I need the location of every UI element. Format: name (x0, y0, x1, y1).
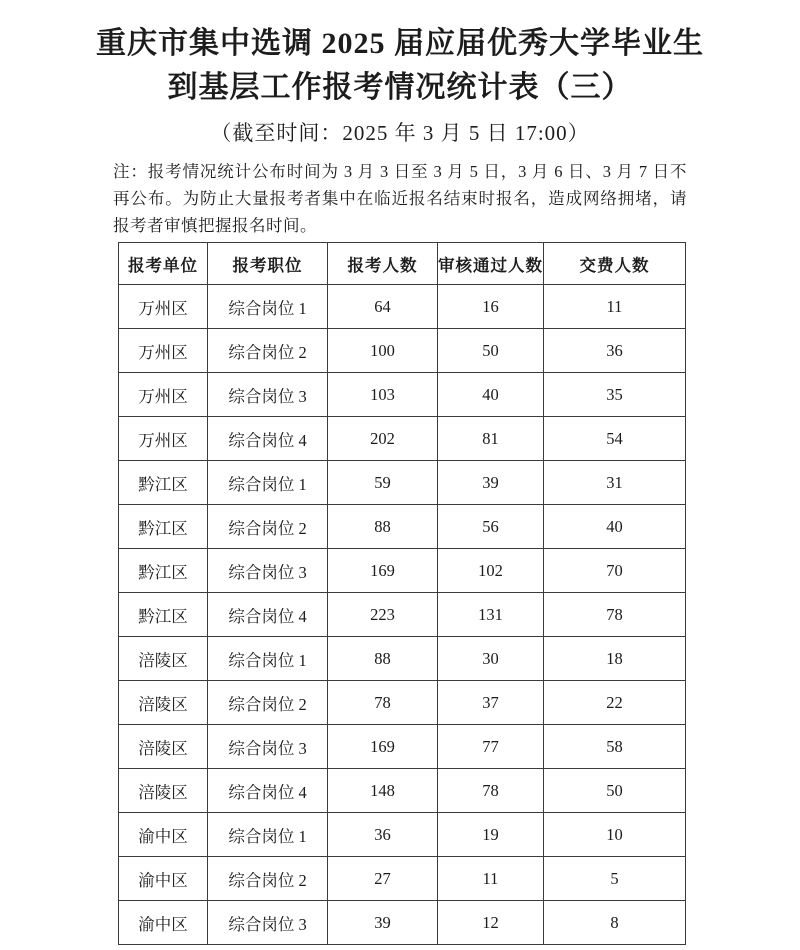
document-subtitle: （截至时间：2025 年 3 月 5 日 17:00） (210, 121, 590, 145)
header-cell-approved: 审核通过人数 (438, 243, 544, 285)
table-cell: 169 (328, 725, 438, 769)
table-cell: 36 (328, 813, 438, 857)
table-row (119, 593, 686, 637)
table-cell: 223 (328, 593, 438, 637)
table-cell: 涪陵区 (119, 725, 208, 769)
table-cell: 8 (544, 901, 686, 945)
table-row (119, 417, 686, 461)
table-cell: 81 (438, 417, 544, 461)
table-row (119, 285, 686, 329)
table-cell: 39 (438, 461, 544, 505)
table-cell: 综合岗位 3 (208, 373, 328, 417)
table-cell: 万州区 (119, 285, 208, 329)
table-cell: 100 (328, 329, 438, 373)
table-cell: 综合岗位 4 (208, 769, 328, 813)
table-cell: 综合岗位 2 (208, 681, 328, 725)
table-row (119, 813, 686, 857)
table-cell: 渝中区 (119, 813, 208, 857)
table-cell: 综合岗位 1 (208, 285, 328, 329)
table-cell: 22 (544, 681, 686, 725)
table-cell: 综合岗位 4 (208, 593, 328, 637)
table-cell: 万州区 (119, 417, 208, 461)
table-cell: 30 (438, 637, 544, 681)
document-title (0, 0, 800, 110)
table-cell: 50 (438, 329, 544, 373)
table-cell: 综合岗位 1 (208, 813, 328, 857)
stats-table (118, 242, 686, 945)
table-cell: 88 (328, 505, 438, 549)
table-cell: 59 (328, 461, 438, 505)
table-cell: 12 (438, 901, 544, 945)
table-cell: 56 (438, 505, 544, 549)
table-cell: 综合岗位 3 (208, 901, 328, 945)
note-text: 注：报考情况统计公布时间为 3 月 3 日至 3 月 5 日，3 月 6 日、3 月 7 日不再公布。为防止大量报考者集中在临近报名结束时报名，造成网络拥堵，请报考者审慎把握报名时间。 (113, 162, 687, 235)
table-cell: 11 (438, 857, 544, 901)
table-cell: 148 (328, 769, 438, 813)
header-cell-applicants: 报考人数 (328, 243, 438, 285)
table-row (119, 857, 686, 901)
table-cell: 综合岗位 2 (208, 505, 328, 549)
table-cell: 涪陵区 (119, 769, 208, 813)
table-row (119, 901, 686, 945)
table-cell: 渝中区 (119, 857, 208, 901)
table-cell: 18 (544, 637, 686, 681)
table-cell: 10 (544, 813, 686, 857)
table-cell: 40 (438, 373, 544, 417)
table-cell: 54 (544, 417, 686, 461)
table-cell: 78 (438, 769, 544, 813)
table-cell: 88 (328, 637, 438, 681)
table-header-row (119, 243, 686, 285)
table-cell: 103 (328, 373, 438, 417)
table-row (119, 461, 686, 505)
table-cell: 64 (328, 285, 438, 329)
table-cell: 31 (544, 461, 686, 505)
document-title-line2: 到基层工作报考情况统计表（三） (167, 71, 633, 104)
table-cell: 渝中区 (119, 901, 208, 945)
table-cell: 综合岗位 2 (208, 329, 328, 373)
table-cell: 102 (438, 549, 544, 593)
table-cell: 78 (544, 593, 686, 637)
table-cell: 19 (438, 813, 544, 857)
table-cell: 综合岗位 2 (208, 857, 328, 901)
table-cell: 37 (438, 681, 544, 725)
table-cell: 黔江区 (119, 549, 208, 593)
table-row (119, 329, 686, 373)
table-cell: 70 (544, 549, 686, 593)
table-cell: 131 (438, 593, 544, 637)
table-row (119, 769, 686, 813)
table-cell: 39 (328, 901, 438, 945)
table-row (119, 505, 686, 549)
table-cell: 58 (544, 725, 686, 769)
table-cell: 11 (544, 285, 686, 329)
table-cell: 黔江区 (119, 461, 208, 505)
table-cell: 综合岗位 1 (208, 461, 328, 505)
table-cell: 16 (438, 285, 544, 329)
table-cell: 涪陵区 (119, 681, 208, 725)
table-row (119, 373, 686, 417)
table-cell: 万州区 (119, 373, 208, 417)
table-cell: 27 (328, 857, 438, 901)
table-cell: 综合岗位 4 (208, 417, 328, 461)
table-cell: 涪陵区 (119, 637, 208, 681)
table-cell: 综合岗位 3 (208, 725, 328, 769)
table-cell: 40 (544, 505, 686, 549)
table-cell: 50 (544, 769, 686, 813)
table-cell: 35 (544, 373, 686, 417)
header-cell-paid: 交费人数 (544, 243, 686, 285)
table-row (119, 725, 686, 769)
table-cell: 综合岗位 1 (208, 637, 328, 681)
header-cell-unit: 报考单位 (119, 243, 208, 285)
table-cell: 77 (438, 725, 544, 769)
document-title-line1: 重庆市集中选调 2025 届应届优秀大学毕业生 (96, 27, 704, 60)
table-cell: 36 (544, 329, 686, 373)
header-cell-position: 报考职位 (208, 243, 328, 285)
table-row (119, 637, 686, 681)
table-row (119, 681, 686, 725)
table-cell: 5 (544, 857, 686, 901)
table-row (119, 549, 686, 593)
table-cell: 78 (328, 681, 438, 725)
table-cell: 万州区 (119, 329, 208, 373)
table-cell: 黔江区 (119, 505, 208, 549)
table-cell: 综合岗位 3 (208, 549, 328, 593)
table-cell: 黔江区 (119, 593, 208, 637)
table-cell: 169 (328, 549, 438, 593)
table-cell: 202 (328, 417, 438, 461)
